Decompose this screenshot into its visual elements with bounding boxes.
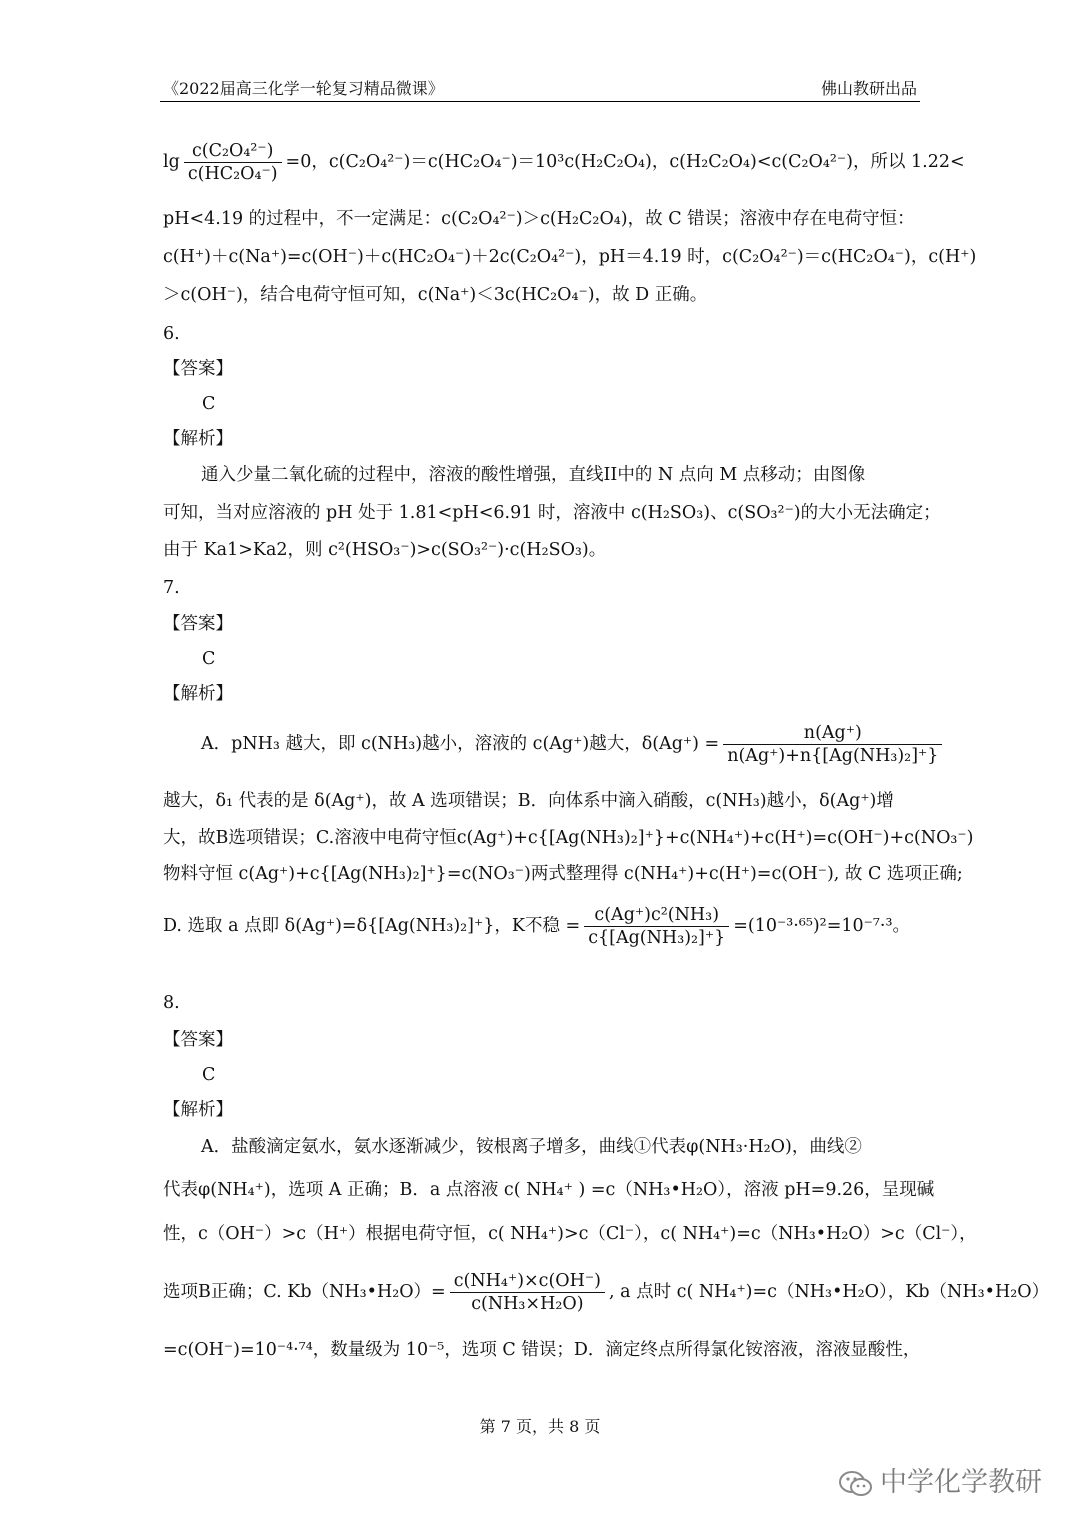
answer-6: C <box>202 394 216 414</box>
analysis-6-line-3: 由于 Ka1>Ka2，则 c²(HSO₃⁻)>c(SO₃²⁻)·c(H₂SO₃)。 <box>163 540 607 560</box>
analysis-8-line-1: A．盐酸滴定氨水，氨水逐渐减少，铵根离子增多，曲线①代表φ(NH₃·H₂O)，曲线② <box>201 1137 862 1157</box>
analysis-label-6: 【解析】 <box>163 429 233 449</box>
line-1-text: =0，c(C₂O₄²⁻)＝c(HC₂O₄⁻)＝10³c(H₂C₂O₄)，c(H₂C₂O₄)<c(C₂O₄²⁻)，所以 1.22< <box>285 152 965 172</box>
lg-label: lg <box>163 152 180 172</box>
analysis-8-line-4-tail: , a 点时 c( NH₄⁺)=c（NH₃•H₂O），Kb（NH₃•H₂O） <box>608 1282 1050 1302</box>
line-3: c(H⁺)＋c(Na⁺)=c(OH⁻)＋c(HC₂O₄⁻)＋2c(C₂O₄²⁻)，pH＝4.19 时，c(C₂O₄²⁻)＝c(HC₂O₄⁻)，c(H⁺) <box>163 247 977 267</box>
header-title: 《2022届高三化学一轮复习精品微课》 <box>163 79 444 98</box>
analysis-7-line-4: 物料守恒 c(Ag⁺)+c{[Ag(NH₃)₂]⁺}=c(NO₃⁻)两式整理得 c(NH₄⁺)+c(H⁺)=c(OH⁻), 故 C 选项正确; <box>163 864 963 884</box>
fraction-num: c(Ag⁺)c²(NH₃) <box>584 904 729 927</box>
analysis-7-line-1 <box>201 722 946 767</box>
analysis-7-line-5-text: D. 选取 a 点即 δ(Ag⁺)=δ{[Ag(NH₃)₂]⁺}，K不稳 = <box>163 916 581 936</box>
fraction-oxalate <box>184 140 282 185</box>
fraction-den: n(Ag⁺)+n{[Ag(NH₃)₂]⁺} <box>727 746 939 766</box>
fraction-den: c{[Ag(NH₃)₂]⁺} <box>588 928 726 948</box>
fraction-delta-ag <box>723 722 942 767</box>
analysis-8-line-4 <box>163 1270 1049 1315</box>
wechat-icon <box>838 1469 874 1499</box>
question-8-number: 8. <box>163 993 180 1013</box>
line-2: pH<4.19 的过程中，不一定满足：c(C₂O₄²⁻)＞c(H₂C₂O₄)，故 C 错误；溶液中存在电荷守恒： <box>163 209 915 229</box>
answer-7: C <box>202 649 216 669</box>
analysis-6-line-1: 通入少量二氧化硫的过程中，溶液的酸性增强，直线II中的 N 点向 M 点移动；由图像 <box>201 465 866 485</box>
analysis-7-line-1-text: A．pNH₃ 越大，即 c(NH₃)越小，溶液的 c(Ag⁺)越大，δ(Ag⁺) = <box>201 734 720 754</box>
page-footer: 第 7 页，共 8 页 <box>479 1417 601 1436</box>
question-7-number: 7. <box>163 578 180 598</box>
fraction-k-unstable <box>584 904 729 949</box>
analysis-7-line-5 <box>163 904 910 949</box>
answer-label-6: 【答案】 <box>163 359 233 379</box>
analysis-label-8: 【解析】 <box>163 1100 233 1120</box>
analysis-7-line-5-tail: =(10⁻³·⁶⁵)²=10⁻⁷·³。 <box>733 916 910 936</box>
answer-label-8: 【答案】 <box>163 1030 233 1050</box>
answer-label-7: 【答案】 <box>163 614 233 634</box>
fraction-num: c(C₂O₄²⁻) <box>184 140 282 163</box>
fraction-kb <box>450 1270 605 1315</box>
header-publisher: 佛山教研出品 <box>820 79 917 98</box>
analysis-8-line-4-text: 选项B正确；C. Kb（NH₃•H₂O）= <box>163 1282 446 1302</box>
fraction-den: c(NH₃×H₂O) <box>471 1294 584 1314</box>
line-4: ＞c(OH⁻)，结合电荷守恒可知，c(Na⁺)＜3c(HC₂O₄⁻)，故 D 正确。 <box>163 285 708 305</box>
analysis-8-line-2: 代表φ(NH₄⁺)，选项 A 正确；B．a 点溶液 c( NH₄⁺ ) =c（NH₃•H₂O），溶液 pH=9.26，呈现碱 <box>163 1180 935 1200</box>
header-rule <box>160 101 920 102</box>
fraction-num: n(Ag⁺) <box>723 722 942 745</box>
line-1 <box>163 140 965 185</box>
fraction-num: c(NH₄⁺)×c(OH⁻) <box>450 1270 605 1293</box>
analysis-7-line-2: 越大，δ₁ 代表的是 δ(Ag⁺)，故 A 选项错误；B．向体系中滴入硝酸，c(NH₃)越小，δ(Ag⁺)增 <box>163 791 894 811</box>
watermark-text: 中学化学教研 <box>880 1467 1042 1498</box>
answer-8: C <box>202 1065 216 1085</box>
analysis-7-line-3: 大，故B选项错误；C.溶液中电荷守恒c(Ag⁺)+c{[Ag(NH₃)₂]⁺}+c(NH₄⁺)+c(H⁺)=c(OH⁻)+c(NO₃⁻) <box>163 828 974 848</box>
question-6-number: 6. <box>163 324 180 344</box>
analysis-label-7: 【解析】 <box>163 684 233 704</box>
analysis-8-line-3: 性，c（OH⁻）>c（H⁺）根据电荷守恒，c( NH₄⁺)>c（Cl⁻），c( NH₄⁺)=c（NH₃•H₂O）>c（Cl⁻）， <box>163 1224 977 1244</box>
fraction-den: c(HC₂O₄⁻) <box>187 164 278 184</box>
analysis-8-line-5: =c(OH⁻)=10⁻⁴·⁷⁴，数量级为 10⁻⁵，选项 C 错误；D．滴定终点所得氯化铵溶液，溶液显酸性， <box>163 1340 921 1360</box>
watermark <box>838 1460 1042 1499</box>
analysis-6-line-2: 可知，当对应溶液的 pH 处于 1.81<pH<6.91 时，溶液中 c(H₂SO₃)、c(SO₃²⁻)的大小无法确定； <box>163 503 941 523</box>
